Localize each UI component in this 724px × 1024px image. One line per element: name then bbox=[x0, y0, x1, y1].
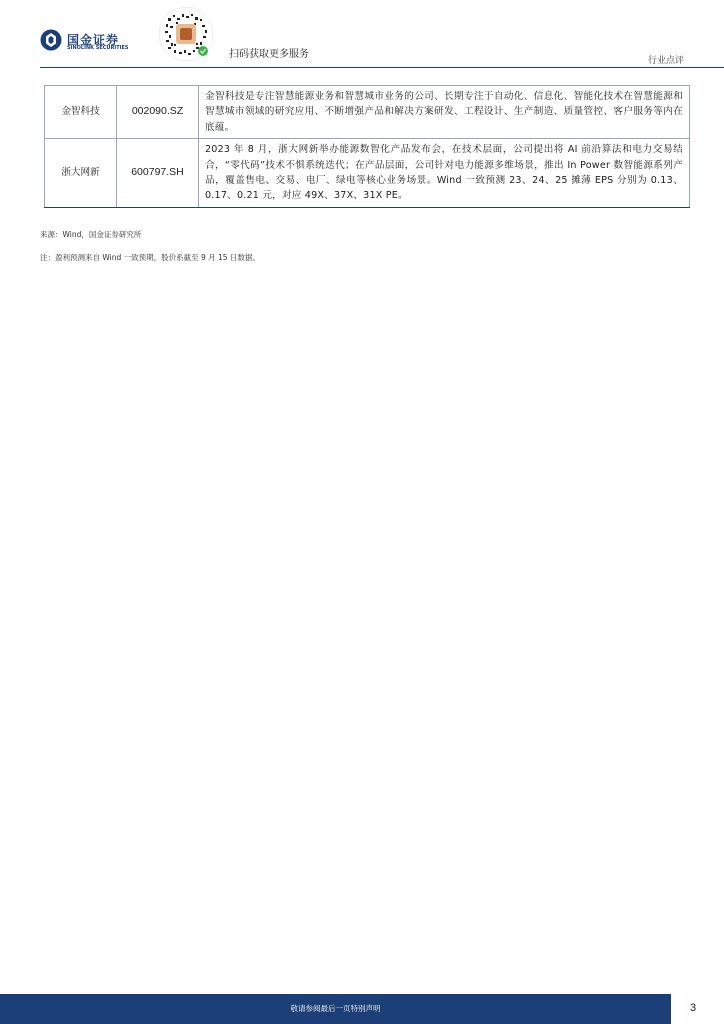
stock-code-cell: 002090.SZ bbox=[117, 86, 199, 139]
company-table bbox=[44, 85, 690, 208]
stock-code-cell: 600797.SH bbox=[117, 139, 199, 208]
report-type-label: 行业点评 bbox=[647, 56, 684, 66]
footer-bar bbox=[0, 994, 671, 1024]
company-description-cell: 2023 年 8 月，浙大网新举办能源数智化产品发布会，在技术层面，公司提出将 AI 前沿算法和电力交易结合，“零代码”技术不惧系统迭代；在产品层面，公司针对电力能源多维场景，推出 In Power 数智能源系列产品，覆盖售电、交易、电厂、绿电等核心业务场景。Wind 一致预测 23、24、25 摊薄 EPS 分别为 0.13、0.17、0.21 元，对应 49X、37X、31X PE。 bbox=[199, 139, 690, 208]
footer-disclaimer: 敬请参阅最后一页特别声明 bbox=[290, 1004, 381, 1013]
footnote: 注：盈利预测来自 Wind 一致预期，股价系截至 9 月 15 日数据。 bbox=[40, 253, 260, 262]
sinolink-logo-icon bbox=[40, 29, 62, 51]
company-name-cell: 浙大网新 bbox=[45, 139, 117, 208]
page-number: 3 bbox=[690, 1002, 697, 1014]
sinolink-logo bbox=[40, 29, 140, 55]
table-row bbox=[45, 139, 690, 208]
qr-code-icon[interactable] bbox=[158, 6, 214, 62]
company-name-cell: 金智科技 bbox=[45, 86, 117, 139]
logo-english-name: SINOLINK SECURITIES bbox=[67, 45, 129, 51]
qr-caption: 扫码获取更多服务 bbox=[229, 49, 309, 60]
source-note: 来源：Wind，国金证券研究所 bbox=[40, 230, 142, 239]
table-row bbox=[45, 86, 690, 139]
header-divider bbox=[40, 67, 724, 68]
company-description-cell: 金智科技是专注智慧能源业务和智慧城市业务的公司、长期专注于自动化、信息化、智能化技术在智慧能源和智慧城市领域的研究应用、不断增强产品和解决方案研发、工程设计、生产制造、质量管控、客户服务等内在底蕴。 bbox=[199, 86, 690, 139]
page-footer bbox=[0, 994, 724, 1024]
logo-chinese-name: 国金证券 bbox=[67, 33, 120, 47]
page-header bbox=[0, 0, 724, 70]
